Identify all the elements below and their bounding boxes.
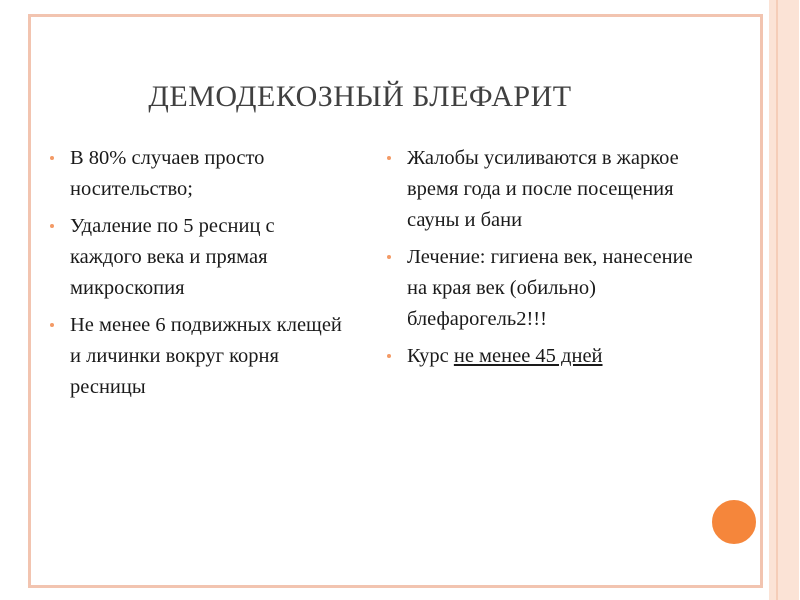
frame-top-border xyxy=(28,14,763,17)
side-stripe-line xyxy=(776,0,778,600)
list-item-text: В 80% случаев просто носительство; xyxy=(70,147,265,200)
list-item xyxy=(48,310,348,403)
bullet-dot-icon xyxy=(50,224,54,228)
frame-right-border xyxy=(760,14,763,588)
list-item-text: Лечение: гигиена век, нанесение на края век (обильно) блефарогель2!!! xyxy=(407,246,693,330)
frame-left-border xyxy=(28,14,31,588)
list-item xyxy=(48,143,348,205)
course-duration: не менее 45 дней xyxy=(453,345,603,367)
list-item xyxy=(385,143,705,236)
side-stripe xyxy=(769,0,799,600)
slide-title: ДЕМОДЕКОЗНЫЙ БЛЕФАРИТ xyxy=(148,80,572,113)
list-item xyxy=(385,242,705,335)
course-prefix: Курс xyxy=(407,345,454,367)
bullet-dot-icon xyxy=(387,156,391,160)
list-item-text: Удаление по 5 ресниц с каждого века и прямая микроскопия xyxy=(70,215,275,299)
bullet-dot-icon xyxy=(50,156,54,160)
frame-bottom-border xyxy=(28,585,763,588)
decorative-circle xyxy=(708,496,760,548)
list-item xyxy=(48,211,348,304)
list-item xyxy=(385,341,705,372)
list-item-text: Не менее 6 подвижных клещей и личинки вокруг корня ресницы xyxy=(70,314,342,398)
bullet-dot-icon xyxy=(387,354,391,358)
right-bullet-list xyxy=(385,143,705,378)
list-item-text: Жалобы усиливаются в жаркое время года и после посещения сауны и бани xyxy=(407,147,679,231)
left-bullet-list xyxy=(48,143,348,409)
bullet-dot-icon xyxy=(387,255,391,259)
bullet-dot-icon xyxy=(50,323,54,327)
